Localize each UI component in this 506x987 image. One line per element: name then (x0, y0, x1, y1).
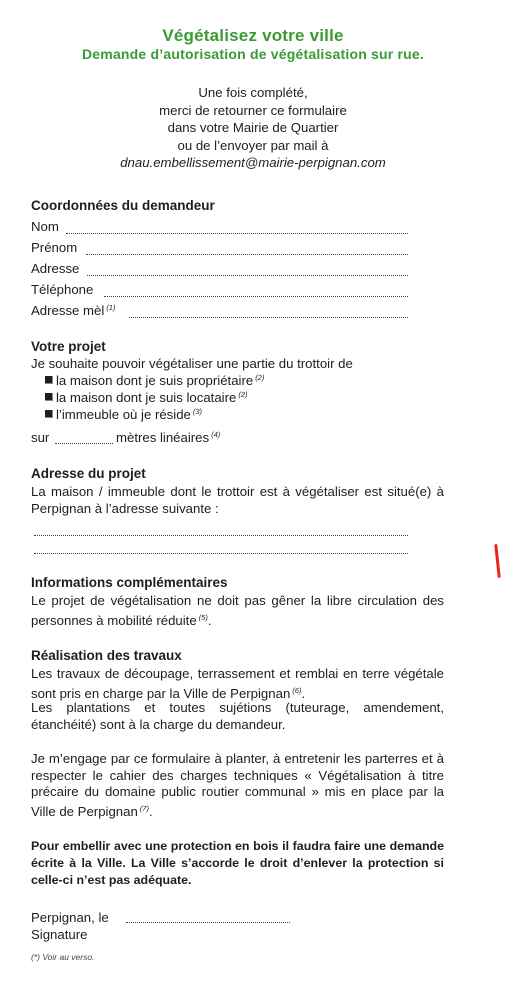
option-immeuble[interactable] (45, 407, 202, 422)
telephone-label: Téléphone (31, 282, 94, 297)
nom-label: Nom (31, 219, 59, 234)
travaux-body-3: Je m’engage par ce formulaire à planter, à entretenir les parterres et à respecter le cahier des charges techniques « Végétalisation à titre précaire du domaine public routier communal » mis en place par la Ville de Perpignan (31, 751, 444, 819)
option-label: la maison dont je suis propriétaire (56, 373, 254, 388)
section-title-adresse-projet: Adresse du projet (31, 466, 146, 481)
adresse-projet-field-1[interactable] (34, 535, 408, 536)
intro-line: merci de retourner ce formulaire (159, 102, 347, 118)
prenom-label: Prénom (31, 240, 78, 255)
infos-text: Le projet de végétalisation ne doit pas gêner la libre circulation des personnes à mobilité réduite $^{(5)}$. (31, 593, 444, 628)
adresse-projet-text: La maison / immeuble dont le trottoir est à végétaliser est situé(e) à Perpignan à l’adresse suivante : (31, 484, 444, 516)
footnote-ref: (6) (292, 685, 302, 695)
intro-line: Une fois complété, (198, 85, 308, 100)
option-proprietaire[interactable] (45, 373, 264, 388)
lieu-date-label: Perpignan, le (31, 910, 109, 925)
footnote-ref: (7) (139, 803, 149, 813)
intro-line: ou de l’envoyer par mail à (177, 137, 329, 153)
sur-label: sur (31, 430, 50, 445)
intro-text (0, 84, 506, 172)
metres-text: mètres linéaires (116, 430, 210, 445)
travaux-text-3: Je m’engage par ce formulaire à planter, à entretenir les parterres et à respecter le cahier des charges techniques « Végétalisation à titre précaire du domaine public routier communal » mis en place par la Ville de Perpignan $^{(7)}$. (31, 751, 444, 819)
page-title: Végétalisez votre ville (162, 26, 344, 45)
footnote: (*) Voir au verso. (31, 952, 95, 962)
section-title-infos: Informations complémentaires (31, 575, 228, 590)
adresse-mel-field[interactable] (129, 317, 408, 318)
checkbox-icon[interactable] (45, 376, 53, 384)
intro-line: dans votre Mairie de Quartier (167, 120, 339, 136)
metres-label (116, 430, 220, 445)
protection-text: Pour embellir avec une protection en bois il faudra faire une demande écrite à la Ville. La Ville s’accorde le droit d’enlever la protection si celle-ci n’est pas adéquate. (31, 839, 444, 887)
adresse-mel-label (31, 303, 115, 318)
projet-intro: Je souhaite pouvoir végétaliser une partie du trottoir de (31, 356, 353, 371)
signature-label: Signature (31, 927, 88, 942)
page-subtitle: Demande d’autorisation de végétalisation sur rue. (82, 46, 424, 62)
travaux-body-1: Les travaux de découpage, terrassement et remblai en terre végétale sont pris en charge par la Ville de Perpignan (31, 666, 444, 701)
adresse-mel-text: Adresse mèl (31, 303, 105, 318)
option-label: l’immeuble où je réside (56, 407, 191, 422)
metres-field[interactable] (55, 443, 113, 444)
footnote-ref: (2) (255, 373, 265, 382)
footnote-ref: (3) (192, 407, 203, 416)
option-label: la maison dont je suis locataire (56, 390, 237, 405)
section-title-coordonnees: Coordonnées du demandeur (31, 198, 215, 213)
travaux-text-2: Les plantations et toutes sujétions (tuteurage, amendement, étanchéité) sont à la charge du demandeur. (31, 700, 444, 732)
section-title-travaux: Réalisation des travaux (31, 648, 182, 663)
adresse-projet-field-2[interactable] (34, 553, 408, 554)
date-field[interactable] (126, 922, 290, 923)
infos-body: Le projet de végétalisation ne doit pas gêner la libre circulation des personnes à mobilité réduite (31, 593, 444, 628)
telephone-field[interactable] (104, 296, 408, 297)
option-locataire[interactable] (45, 390, 248, 405)
red-pen-mark (494, 544, 500, 578)
checkbox-icon[interactable] (45, 410, 53, 418)
section-title-projet: Votre projet (31, 339, 106, 354)
footnote-ref: (4) (211, 430, 221, 439)
footnote-ref: (1) (106, 303, 116, 312)
nom-field[interactable] (66, 233, 408, 234)
travaux-text-1: Les travaux de découpage, terrassement et remblai en terre végétale sont pris en charge par la Ville de Perpignan $^{(6)}$. (31, 666, 444, 701)
adresse-field[interactable] (87, 275, 408, 276)
checkbox-icon[interactable] (45, 393, 53, 401)
intro-email: dnau.embellissement@mairie-perpignan.com (120, 155, 386, 171)
prenom-field[interactable] (86, 254, 408, 255)
footnote-ref: (5) (198, 612, 208, 622)
adresse-label: Adresse (31, 261, 80, 276)
footnote-ref: (2) (238, 390, 248, 399)
